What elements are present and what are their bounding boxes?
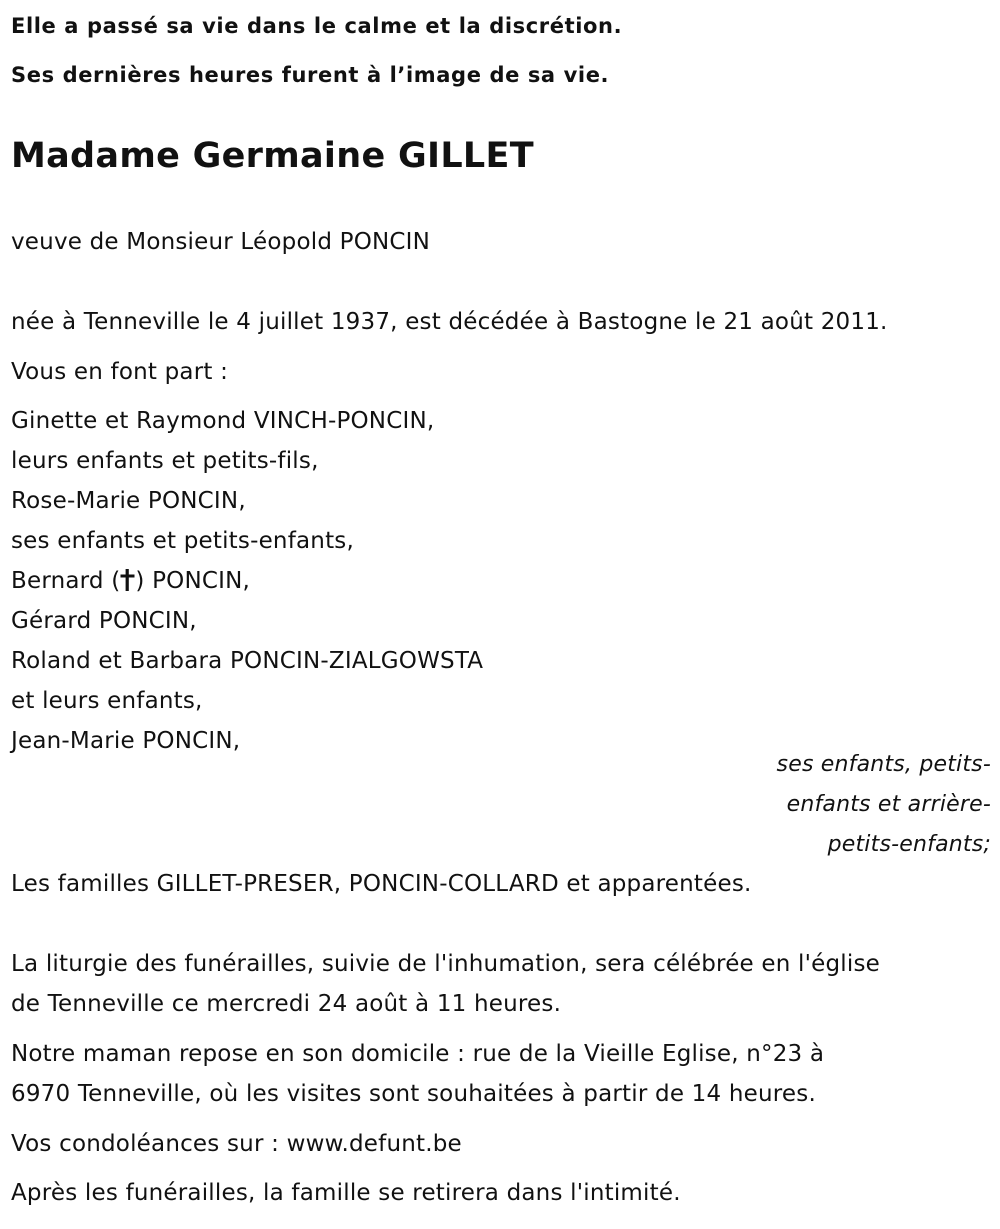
widow-of: veuve de Monsieur Léopold PONCIN xyxy=(11,229,431,255)
relationship-summary-line: ses enfants, petits- xyxy=(776,752,991,777)
family-line: Roland et Barbara PONCIN-ZIALGOWSTA xyxy=(11,648,484,674)
liturgy-line: La liturgie des funérailles, suivie de l'inhumation, sera célébrée en l'église xyxy=(11,951,881,977)
home-visit-line: 6970 Tenneville, où les visites sont souhaitées à partir de 14 heures. xyxy=(11,1081,816,1107)
epigraph-line-2: Ses dernières heures furent à l’image de sa vie. xyxy=(11,63,610,87)
family-line: Jean-Marie PONCIN, xyxy=(11,728,241,754)
closing-line: Après les funérailles, la famille se retirera dans l'intimité. xyxy=(11,1180,681,1206)
deceased-name: Madame Germaine GILLET xyxy=(11,136,534,176)
relationship-summary-line: petits-enfants; xyxy=(827,832,991,857)
family-line: Rose-Marie PONCIN, xyxy=(11,488,246,514)
obituary-notice xyxy=(11,0,991,1229)
family-line: et leurs enfants, xyxy=(11,688,203,714)
family-line: Ginette et Raymond VINCH-PONCIN, xyxy=(11,408,435,434)
latin-cross-icon xyxy=(120,568,135,592)
liturgy-line: de Tenneville ce mercredi 24 août à 11 heures. xyxy=(11,991,562,1017)
announcement-intro: Vous en font part : xyxy=(11,359,229,385)
birth-death-line: née à Tenneville le 4 juillet 1937, est décédée à Bastogne le 21 août 2011. xyxy=(11,309,888,335)
home-visit-line: Notre maman repose en son domicile : rue de la Vieille Eglise, n°23 à xyxy=(11,1041,825,1067)
bernard-prefix: Bernard ( xyxy=(11,568,121,594)
condolences-line: Vos condoléances sur : www.defunt.be xyxy=(11,1131,462,1157)
family-line: Gérard PONCIN, xyxy=(11,608,197,634)
family-line: ses enfants et petits-enfants, xyxy=(11,528,354,554)
bernard-suffix: ) PONCIN, xyxy=(135,568,251,594)
extended-families: Les familles GILLET-PRESER, PONCIN-COLLARD et apparentées. xyxy=(11,871,752,897)
family-line: leurs enfants et petits-fils, xyxy=(11,448,319,474)
relationship-summary-line: enfants et arrière- xyxy=(786,792,991,817)
epigraph-line-1: Elle a passé sa vie dans le calme et la discrétion. xyxy=(11,14,623,38)
family-line-bernard xyxy=(11,566,250,596)
